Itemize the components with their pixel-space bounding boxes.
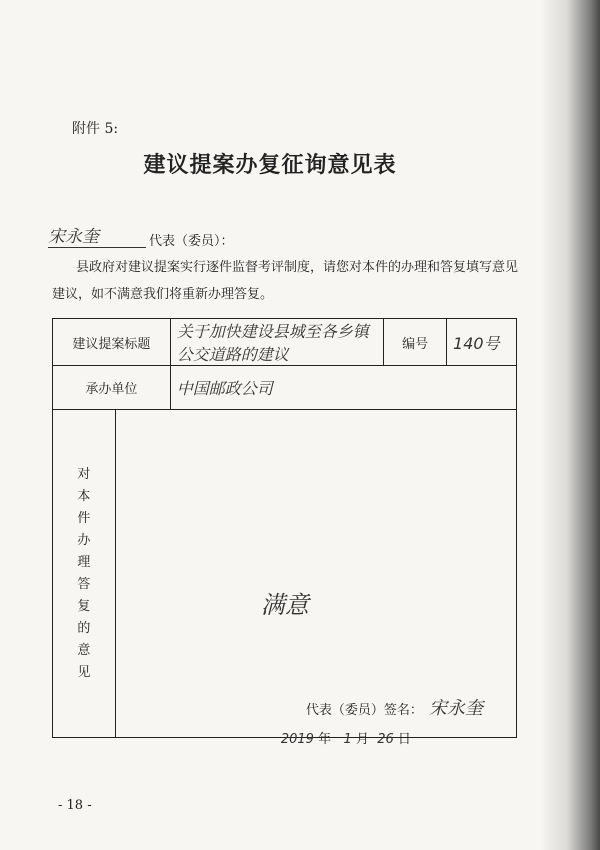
unit-value-cell: 中国邮政公司	[170, 366, 516, 410]
opinion-label-char: 办	[77, 532, 91, 548]
opinion-value: 满意	[260, 591, 309, 619]
title-value-cell: 关于加快建设县城至各乡镇公交道路的建议	[170, 319, 383, 366]
scan-edge-shadow	[540, 0, 600, 850]
recipient-handwritten-name: 宋永奎	[48, 222, 146, 248]
date-day: 26	[377, 732, 394, 747]
opinion-label-char: 件	[77, 510, 91, 526]
opinion-label-char: 见	[77, 664, 91, 680]
date-year: 2019	[280, 732, 314, 747]
table-row	[53, 366, 517, 410]
attachment-label: 附件 5:	[72, 121, 119, 137]
opinion-label-char: 复	[77, 598, 91, 614]
signature-label: 代表（委员）签名：	[305, 703, 423, 718]
signature-value: 宋永奎	[429, 698, 484, 719]
recipient-label: 代表（委员）：	[149, 234, 234, 249]
opinion-label-cell	[53, 410, 116, 738]
date-line	[281, 728, 411, 747]
opinion-label-char: 对	[77, 466, 91, 482]
date-year-unit: 年	[318, 732, 332, 747]
opinion-label-char: 答	[77, 576, 91, 592]
signature-line	[306, 694, 483, 720]
date-month: 1	[343, 732, 352, 747]
title-label-cell: 建议提案标题	[53, 319, 171, 366]
form-title: 建议提案办复征询意见表	[143, 152, 397, 178]
table-row	[53, 410, 517, 738]
date-month-unit: 月	[355, 732, 369, 747]
intro-paragraph: 县政府对建议提案实行逐件监督考评制度，请您对本件的办理和答复填写意见建议，如不满意我们将重新办理答复。	[52, 260, 519, 302]
number-label-cell: 编号	[384, 319, 447, 366]
opinion-label-char: 的	[77, 620, 91, 636]
number-value-cell: 140号	[447, 319, 517, 366]
unit-label-cell: 承办单位	[53, 366, 171, 410]
opinion-label-char: 意	[77, 642, 91, 658]
date-day-unit: 日	[397, 732, 411, 747]
opinion-label-char: 本	[77, 488, 91, 504]
opinion-cell	[115, 410, 516, 747]
opinion-label-char: 理	[77, 554, 91, 570]
page-number: - 18 -	[58, 798, 92, 813]
feedback-form-table	[52, 318, 517, 747]
table-row	[53, 319, 517, 366]
